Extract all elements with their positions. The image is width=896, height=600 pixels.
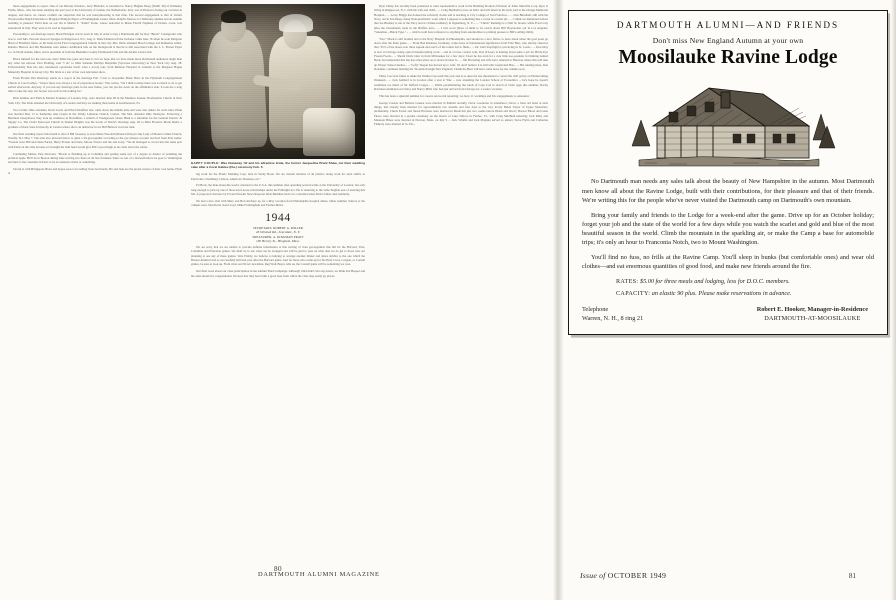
- rates-text: $5.00 for three meals and lodging, less for D.O.C. members.: [639, 278, 790, 286]
- paragraph: Dyer Tulley has recently been promoted to sales representative work in the Building Products Division of Johns Manville Corp. Dyer is living in Ridgewood, N. J. with his wife and child... ... Craig Hoelbeth is now an M.D. and will intern in his back yard at the Orange Memorial Hospital... ... Leroy Briggs has donned the scholarly cloaks and is teaching at City College of San Francisco... ... Don Burnham, still with the Navy, out in San Diego doing Nonoperabiatric work which I suppose is something like a carrot in a realer pit... ... I think we mentioned before that Joe Buckley is out of the Navy and at civilian residency in Ogdenburg, N. Y.... ... "Chuck" Remdigs is a Wall St. broker, while Fred Coby plies the investments trade in the Buffalo area... ... I had word (three of them to be exact) about Bill Hoyslocker out in Los Angeles: "Salesman—Buick Type."... ... which could have reference to anything from automobiles to printing presses to Bill's selling ability.: [374, 4, 548, 34]
- paragraph: Dick Kimber and Patricia Marion Tonniere of London, Eng. were married June 28 in the Madison Avenue Presbyterian Church in New York City. The bride attended the University of London and they are making their home in Germantown, Pa.: [8, 96, 182, 105]
- wedding-photograph: [191, 4, 365, 159]
- ad-telephone-block: [582, 305, 643, 323]
- paragraph: Ed Bock, the man-about-the-world, returned to the U.S.A. this summer after spending several terms at the University of London, but only long enough to pick up one of those hoof-loose scholarships under the Fulbright Act. He is returning to the same English seat of learning this fall. A projected visit here by Ed and Newark News Reporter Dick Burkhart had to be cancelled when Dick's father died suddenly.: [191, 183, 365, 197]
- paragraph: those engagements to report. One of our Rhodes Scholars, Jerry Blanchet, is betrothed to Nancy Hughes Hoag (Smith '48) of Wellesley Farms, Mass., who has been studying the past year at the University of Leiden, the Netherlands. Jerry was in Hanover during our vacation in August, and hence we cannot confirm our suspicion that he was honeymooning at that time. The second engagement is that of former Woodwardite Ralph Entwistle to Margaret Philippa Pigors of Framingham Center, Mass. Ralph's fiancee is a Wellesley alumna and an autumn wedding is planned. Third man on our list is Martin T. "Killer" Kane, whose betrothal to Marie Farrell Napheus of Darien, Conn. was announced in July. They were to be wed in September.: [8, 4, 182, 30]
- class-secretary: [191, 226, 365, 235]
- ad-paragraph-1: No Dartmouth man needs any sales talk about the beauty of New Hampshire in the autumn. Most Dartmouth men know all about the Ravine Lodge, built with their contributions, for their pleasure and that of their friends. We're writing this for the people who've never visited the Dartmouth camp on Dartmouth's own mountain.: [582, 178, 874, 204]
- paragraph: We are sorry that we are unable to provide definite information at this writing of class get-togethers this fall for the Harvard, Yale, Columbia and Princeton games. We shall try to see what can be arranged and will be glad to pass on what data we do get to those who are planning to see any of these games. Vern Priddy, we believe, is helping to arrange another dinner and dance similar to the one which the Boston Alumni Club so successfully held last year after the Harvard game. And for those who come up for the Holy Cross, Colgate, or Cornell games, be sure to look up. From what our DCAC newsman, Reg Wolf-Bayer, tells us, the Cornell game will be something we won.: [191, 245, 365, 267]
- paragraph: This has been a splendid summer for careers and social reporting; we have 11 weddings and five engagements to announce:: [379, 93, 530, 98]
- issue-year: 1949: [649, 571, 667, 580]
- paragraph: Our final wedding report this month is that of Bill Sweeney to Jean Marie Woodall (Mount Gibbs) in Our Lady of Mount Carmel Church, Tenafly, N.J. May 7. The altar also pictured below to quite a '45-get-together according to the eye witness account received from Pete Geiler. "Present were Bill and Ozzie Farley, Harry Frazier and mate, Moose Trower and me and avery, "We all managed to crowd into the same pew with Paint on the aisle because we thought his bald head would give Bill a good laugh as he came down the center.: [8, 131, 182, 149]
- paragraph: Pinky Corcoran failed to make the Walker Cup team this year and is so upset he has threatened to cancel the cleft policy on Homecoming Weekend... ... Jack Gaillard is in London after a tour at Yale ... now attending the London School of Economics ... he's hope he doesn't assimilate too much of Sir Stifford Crapps... ... While perambulating the sands of Cape Cod in search of birds' eggs this summer, Rocky Davidson stumbled over Dave and Nancy Mills who had just arrived from Chicago for a week's vacation.: [374, 73, 548, 91]
- moosilauke-ravine-lodge-advertisement[interactable]: [568, 10, 888, 335]
- treasurer-label: TREASURER,: [252, 234, 273, 239]
- paragraph: Continuing further, Pete discloses: "Howie is finishing up at Columbia and getting some sort of a degree as master of polishing the political apple. He'll be in Boston during June serving two lines on all less fortunate '44ers as sort of a farewell before he goes to Washington and then to the consulate in Paris to be an assistant airsira or something.: [8, 151, 182, 165]
- folio-right: 81: [848, 572, 856, 580]
- class-section-heading: [191, 213, 365, 244]
- class-year: 1944: [265, 211, 291, 224]
- secretary-label: SECRETARY,: [253, 225, 273, 230]
- capacity-label: CAPACITY:: [616, 289, 651, 297]
- page-edge-shadow: [891, 0, 896, 600]
- paragraph: Two Curtin, Ohio residents, Doris Lewis and Hard Schaffner also came down the middle aisle and were also ushers for each other. Hank was married May 13 to Katherine Ann Crapin in the Trinity Lutheran Church, Canton. The Mrs. attended Ohio Wesleyan. Following a Bermuda honeymoon, they took up residence in Boardman, a suburb of Youngstown where Hank is a salesman for the General Electric & Supply Co. The Christ Episcopal Church in Shaker Heights was the locale of Dusty's marriage Aug. 20 to Miss Florence Marie Riehl, a graduate of Kent State University in Canton where she is an instructor in art. Bill Bullock was best man.: [8, 107, 182, 129]
- photo-caption: [191, 161, 365, 170]
- secretary-name: ROBERT A. MILLER: [273, 225, 303, 230]
- treasurer-address: 100 Hervey St., Hingham, Mass.: [256, 239, 300, 244]
- ad-manager-block: [757, 305, 874, 323]
- paragraph: We had a nice visit with Mary and Bob Aitchary up for a May vacation from Philadelphia hospital duties. Other summer visitors to the campus were John Kertz, Ken Lloyd, Mike Frothingham and Farmer Meisl.: [191, 199, 365, 208]
- paragraph: Tucent is with Bridgeport Brass and hopes soon to be selling brass bed knobs. He and Jean are the proud owners of their own home. Hyde is: [8, 167, 182, 176]
- ad-body-copy: [582, 177, 874, 271]
- photo-caption-text: Wes Dunaway '42 and his attractive bride, the former Jacqueline Brant Shaw, cut their wedding cake after a Coral Gables (Fla.) ceremony Feb. 5.: [191, 160, 366, 169]
- paragraph: ing work for the Plastic Molding Corp. here in Sandy Hook. We are custom molders of all plastics doing work for such outfits as Electrolux, Stromberg Carlson, American Thomson, etc.": [191, 172, 365, 181]
- telephone-value: Warren, N. H., 8 ring 21: [582, 314, 644, 322]
- lodge-illustration: [613, 74, 843, 170]
- page-right: [556, 0, 896, 600]
- ad-footer: [582, 305, 874, 323]
- treasurer-name: A. KINGMAN PRATT: [272, 234, 304, 239]
- ad-rates-block: [582, 277, 874, 298]
- secretary-address: 26 Olmsted Rd., Scarsdale, N. Y.: [255, 230, 301, 235]
- text-column-2: [191, 4, 365, 280]
- ad-capacity-line: [616, 289, 874, 298]
- issue-prefix: Issue of: [580, 571, 606, 580]
- ad-paragraph-2: Bring your family and friends to the Lodge for a week-end after the game. Drive up for an October holiday; forget your job and the state of the world for a few days while you watch the scarlet and gold and blue of the most beautiful season in the world. Climb the mountain in the sparkling air, or make the Camp a base for automobile trips; it's only an hour to Franconia Notch, two to Mount Washington.: [582, 211, 874, 247]
- manager-org: DARTMOUTH-AT-MOOSILAUKE: [764, 314, 861, 322]
- paragraph: From Florida Wes Dunaway sends us a report of his marriage Feb. 5 last to Jacqueline Brant Shaw in the Plymouth Congregational Church at Coral Gables. "I know there was always a lot of preparation books," Wes writes, "but I didn't realize there was so much to do to get settled afterwards. Anyway, if you run any marriage polls in the near future, you can put me down on the affirmative side. It took me a long time to take the step, but Jacque was well worth waiting for.": [8, 76, 182, 94]
- column-2-upper-text: [191, 172, 365, 207]
- text-column-3: [374, 4, 548, 280]
- ad-paragraph-3: You'll find no fuss, no frills at the Ravine Camp. You'll sleep in bunks (but comfortable ones) and wear old clothes—and eat enormous quantities of good food, and make new friends around the fire.: [582, 254, 874, 271]
- advertisement-wrapper: [560, 4, 890, 335]
- column-2-lower-text: [191, 245, 365, 278]
- paragraph: "Doc" Mack is still braided and at the Navy Hospital in Philadelphia, and should be a nice fellow to have about when the goal posts go down after the Penn game... ... From Bad Kissinen, Germany, come notes of international significance from Fritz Herr, who shortly observes that "45% of the shoes over there squeak and one% of the toilets fail to flush... ... Dr. John Stapfright is practicing in St. Louis... ... Don Moy is now in Chicago doing optical manufacturing work ... and in a lower control vein, Pete O'Leary is hauling about quite a job for Bird's-Eye Frozen Foods... ... Sherm Davis blew in from Milwaukee for a few days; I hear he has even for a cute little zoo-pounder in Ostining named Beck, but understand that she has other plans on or about October 8... ... Jim Browning and wife have returned to Hanover where Jim will take up Thayer School studies... ..."Lefty" Regan has moved up to Golf, Ill. and I believe it is still with Greyhound Bus... ... His running mate, Don Donahue, continues bustling the "Rounds through New England; I think the Bear will have some news for the column soon.: [374, 36, 548, 71]
- lodge-building-icon: [613, 74, 843, 170]
- paragraph: Bruce himself for the next one, men! Dixie has gone and done it, but we hope that we have made more Dartmouth audiences laugh than any other ten emcees. Don Fielding, said "I do" to Miss Suzanne Marilyn Benjamin (Syracuse University) in New York City Aug. 28. Professionally Don has also transferred operations itself, what a lovely pair; from Belleton Hospital in Gotham to the Margaret Hague Maternity Hospital in Jersey City. His bride is a star of her own television show.: [8, 56, 182, 74]
- photo-caption-lead: HAPPY COUPLE:: [191, 160, 220, 165]
- column-group-left: [8, 4, 548, 280]
- photo-vignette: [191, 4, 365, 159]
- paragraph: George Cusack and Barbara Greene were married in Pelham recently, Oscar Goodecke in attendance; Oscar, a blast old hand at such things, had already been married for approximately two months and four days to the very lovely Helen Taylor of Upper Montclair; incidentally, Chuck Foster and Susan Harrison were married in Montclair just two weeks before Helen and Oscar; Horace Blood and Gene Pierce were married in a garden ceremony on the shores of Lake Simcoe in Fairlee, Vt., with Craig MacBeth ushering; Jack Riley and Maureen Hines were married in Newton, Mass. on July 9 ... Jack Schultz and Jack Maguire served as ushers; Steve Flynn and Catherine Flaherty were married in St. Pat...: [374, 100, 548, 127]
- rates-label: RATES:: [616, 278, 639, 286]
- ad-header: DARTMOUTH ALUMNI—AND FRIENDS: [616, 20, 840, 30]
- paragraph: Our final word about our class participation in the Alumni Fund Campaign. Although 1944 didn't win any prizes, we think Ted Heeper and his aides should be congratulated. We hear that they have built a good base from which the class may easily go places.: [191, 269, 366, 278]
- class-treasurer: [191, 235, 365, 244]
- ad-subhead: Don't miss New England Autumn at your own: [652, 36, 804, 45]
- capacity-text: an elastic 90 plus. Please make reservations in advance.: [651, 289, 792, 297]
- magazine-name-footer: DARTMOUTH ALUMNI MAGAZINE: [258, 571, 380, 578]
- telephone-label: Telephone: [582, 305, 609, 313]
- manager-name: Robert E. Hooker, Manager-in-Residence: [756, 305, 868, 313]
- ad-rates-line: [616, 277, 874, 286]
- text-column-1: [8, 4, 182, 280]
- paragraph: Proceeding to our marriage report, Hack Harrigan was in town in July in order to buy a Dartmouth gift for Roy "Butch" Consigrount who was to wed Mrs. Nevada Linscott Sprague in Ridgewood, N.J., Aug. 6. Dixie Daniels left the bachelor ranks June 18 when he took Margaret Head of Pittsfield, Mass. as his bride in the First Congregational Church in that city. Mrs. Dixie attended Hood College and Katherine Gibbs, Roberto Herrera and Jim Heenahan were ushers. Additional info on the bridegroom is that he is still associated with the L. L. Brown Paper Co. in North Adams, Mass. and is president of both the Berkshire County Dartmouth Club and the Adams Lions Club.: [8, 32, 182, 54]
- folio-left: 80: [274, 565, 282, 573]
- photo-block: [191, 4, 365, 169]
- issue-line: [580, 571, 666, 580]
- issue-month: OCTOBER: [607, 571, 648, 580]
- ad-title: Moosilauke Ravine Lodge: [618, 47, 838, 68]
